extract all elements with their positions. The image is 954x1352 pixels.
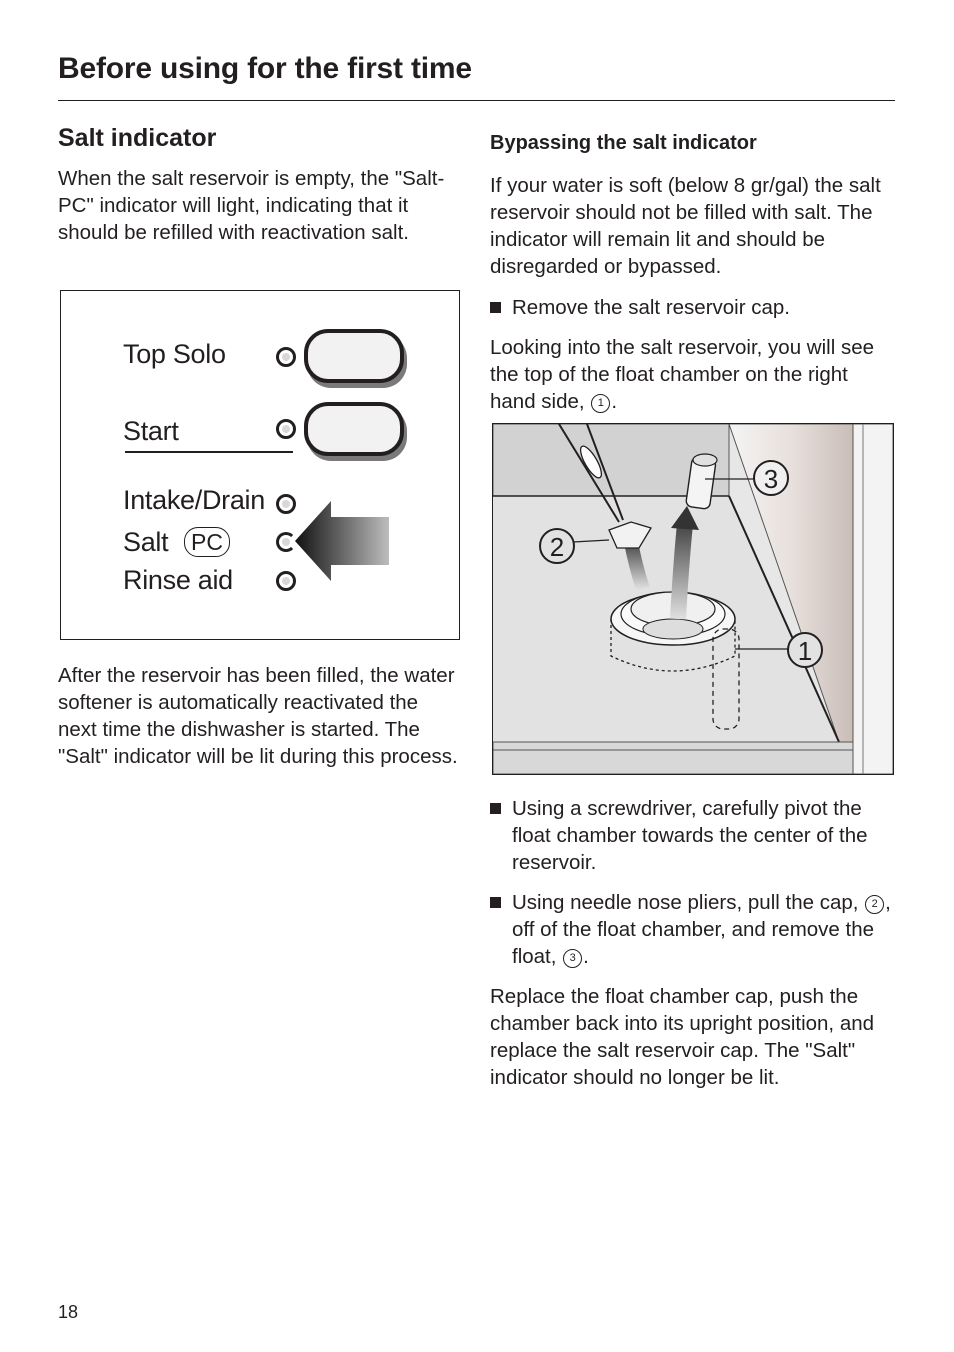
callout-3: 3 — [763, 464, 779, 494]
after-refill-paragraph: After the reservoir has been filled, the water softener is automatically reactivated the next time the dishwasher is started. The "Salt" indicator will be lit during this process. — [58, 664, 458, 768]
title-divider — [58, 100, 895, 101]
callout-1: 1 — [797, 636, 813, 666]
look-into-reservoir-paragraph — [490, 334, 895, 415]
start-led-icon — [276, 419, 296, 439]
panel-label-rinse-aid: Rinse aid — [123, 565, 233, 595]
replace-cap-paragraph: Replace the float chamber cap, push the chamber back into its upright position, and replace the salt reservoir cap. The "Salt" indicator should no longer be lit. — [490, 985, 875, 1089]
panel-label-start: Start — [123, 416, 179, 446]
right-lower-block — [490, 795, 895, 1091]
bullet-pull-cap — [490, 889, 895, 970]
left-column — [58, 124, 458, 246]
look-text: Looking into the salt reservoir, you will see the top of the float chamber on the right hand side, — [490, 336, 875, 413]
ref-1-badge: 1 — [591, 394, 610, 413]
ref-2-badge: 2 — [865, 895, 884, 914]
page-title: Before using for the first time — [58, 52, 472, 85]
page-number: 18 — [58, 1302, 79, 1322]
panel-label-pc: PC — [184, 527, 230, 557]
bullet-square-icon — [490, 803, 501, 814]
salt-indicator-intro: When the salt reservoir is empty, the "Salt-PC" indicator will light, indicating that it should be refilled with reactivation salt. — [58, 167, 445, 244]
start-underline — [125, 451, 293, 453]
bullet-pull-text-b: , off of the float chamber, and remove the float, — [512, 891, 891, 968]
bullet-remove-cap — [490, 294, 895, 321]
reservoir-drawing — [493, 424, 893, 774]
salt-indicator-arrow-icon — [291, 501, 391, 581]
left-after-block — [58, 662, 458, 770]
salt-reservoir-illustration — [492, 423, 894, 775]
right-column — [490, 128, 895, 415]
panel-label-intake-drain: Intake/Drain — [123, 485, 265, 515]
bypass-heading: Bypassing the salt indicator — [490, 132, 757, 154]
panel-label-top-solo: Top Solo — [123, 339, 226, 369]
section-heading-salt-indicator: Salt indicator — [58, 124, 217, 152]
start-button-icon — [304, 402, 404, 456]
callout-2: 2 — [549, 532, 565, 562]
top-solo-button-icon — [304, 329, 404, 383]
look-text-end: . — [611, 390, 618, 413]
control-panel-figure — [60, 290, 460, 640]
bullet-square-icon — [490, 302, 501, 313]
bullet-pull-text-c: . — [583, 945, 589, 968]
bullet-remove-cap-text: Remove the salt reservoir cap. — [512, 296, 791, 319]
soft-water-paragraph: If your water is soft (below 8 gr/gal) the salt reservoir should not be filled with salt. The indicator will remain lit and should be disregarded or bypassed. — [490, 174, 881, 278]
top-solo-led-icon — [276, 347, 296, 367]
bullet-pull-text-a: Using needle nose pliers, pull the cap, — [512, 891, 859, 914]
bullet-pivot-text: Using a screwdriver, carefully pivot the float chamber towards the center of the reservoir. — [512, 797, 868, 874]
bullet-square-icon — [490, 897, 501, 908]
bullet-pivot-float-chamber — [490, 795, 895, 876]
panel-label-salt: Salt — [123, 527, 169, 557]
ref-3-badge: 3 — [563, 949, 582, 968]
